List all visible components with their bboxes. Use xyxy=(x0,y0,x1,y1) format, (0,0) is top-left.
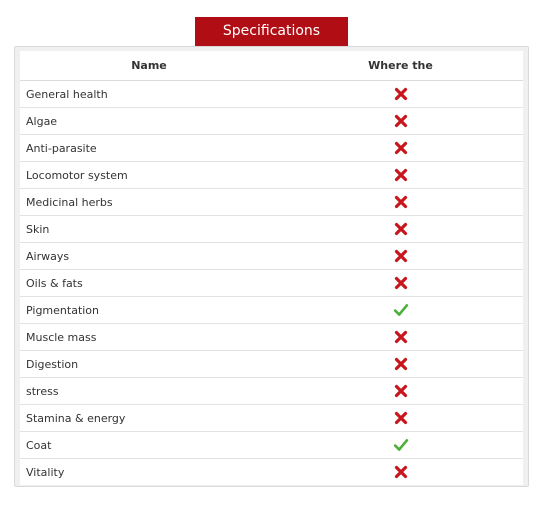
cross-icon xyxy=(393,86,409,102)
row-status xyxy=(278,162,523,189)
table-header-row xyxy=(20,51,523,81)
row-status xyxy=(278,459,523,486)
table-row xyxy=(20,459,523,486)
cross-icon xyxy=(393,194,409,210)
checkmark-icon xyxy=(393,437,409,453)
table-row xyxy=(20,216,523,243)
specifications-tab: Specifications xyxy=(195,17,348,46)
row-status xyxy=(278,432,523,459)
table-row xyxy=(20,81,523,108)
table-row xyxy=(20,405,523,432)
table-row xyxy=(20,351,523,378)
row-status xyxy=(278,270,523,297)
table-row xyxy=(20,324,523,351)
row-name: Digestion xyxy=(20,351,278,378)
row-status xyxy=(278,243,523,270)
table-row xyxy=(20,243,523,270)
cross-icon xyxy=(393,167,409,183)
table-body xyxy=(20,81,523,486)
row-name: Algae xyxy=(20,108,278,135)
column-header-name: Name xyxy=(20,51,278,81)
row-name: Muscle mass xyxy=(20,324,278,351)
row-name: Pigmentation xyxy=(20,297,278,324)
specifications-panel xyxy=(14,46,529,487)
table-row xyxy=(20,378,523,405)
row-status xyxy=(278,216,523,243)
table-row xyxy=(20,270,523,297)
row-name: Coat xyxy=(20,432,278,459)
row-status xyxy=(278,135,523,162)
table-row xyxy=(20,432,523,459)
table-row xyxy=(20,135,523,162)
cross-icon xyxy=(393,329,409,345)
row-name: Anti-parasite xyxy=(20,135,278,162)
table-row xyxy=(20,189,523,216)
row-name: Skin xyxy=(20,216,278,243)
cross-icon xyxy=(393,464,409,480)
row-status xyxy=(278,324,523,351)
row-status xyxy=(278,297,523,324)
table-row xyxy=(20,297,523,324)
row-name: Medicinal herbs xyxy=(20,189,278,216)
cross-icon xyxy=(393,356,409,372)
row-status xyxy=(278,189,523,216)
row-status xyxy=(278,405,523,432)
specifications-table xyxy=(20,51,523,485)
table-row xyxy=(20,162,523,189)
row-name: Oils & fats xyxy=(20,270,278,297)
column-header-where: Where the xyxy=(278,51,523,81)
row-status xyxy=(278,108,523,135)
row-status xyxy=(278,351,523,378)
row-name: Vitality xyxy=(26,465,65,479)
checkmark-icon xyxy=(393,302,409,318)
cross-icon xyxy=(393,383,409,399)
row-name: Stamina & energy xyxy=(20,405,278,432)
cross-icon xyxy=(393,248,409,264)
cross-icon xyxy=(393,113,409,129)
row-name: Locomotor system xyxy=(20,162,278,189)
row-name: stress xyxy=(20,378,278,405)
cross-icon xyxy=(393,275,409,291)
row-status xyxy=(278,81,523,108)
row-status xyxy=(278,378,523,405)
cross-icon xyxy=(393,140,409,156)
row-name: Airways xyxy=(20,243,278,270)
row-name: General health xyxy=(20,81,278,108)
cross-icon xyxy=(393,410,409,426)
table-row xyxy=(20,108,523,135)
cross-icon xyxy=(393,221,409,237)
